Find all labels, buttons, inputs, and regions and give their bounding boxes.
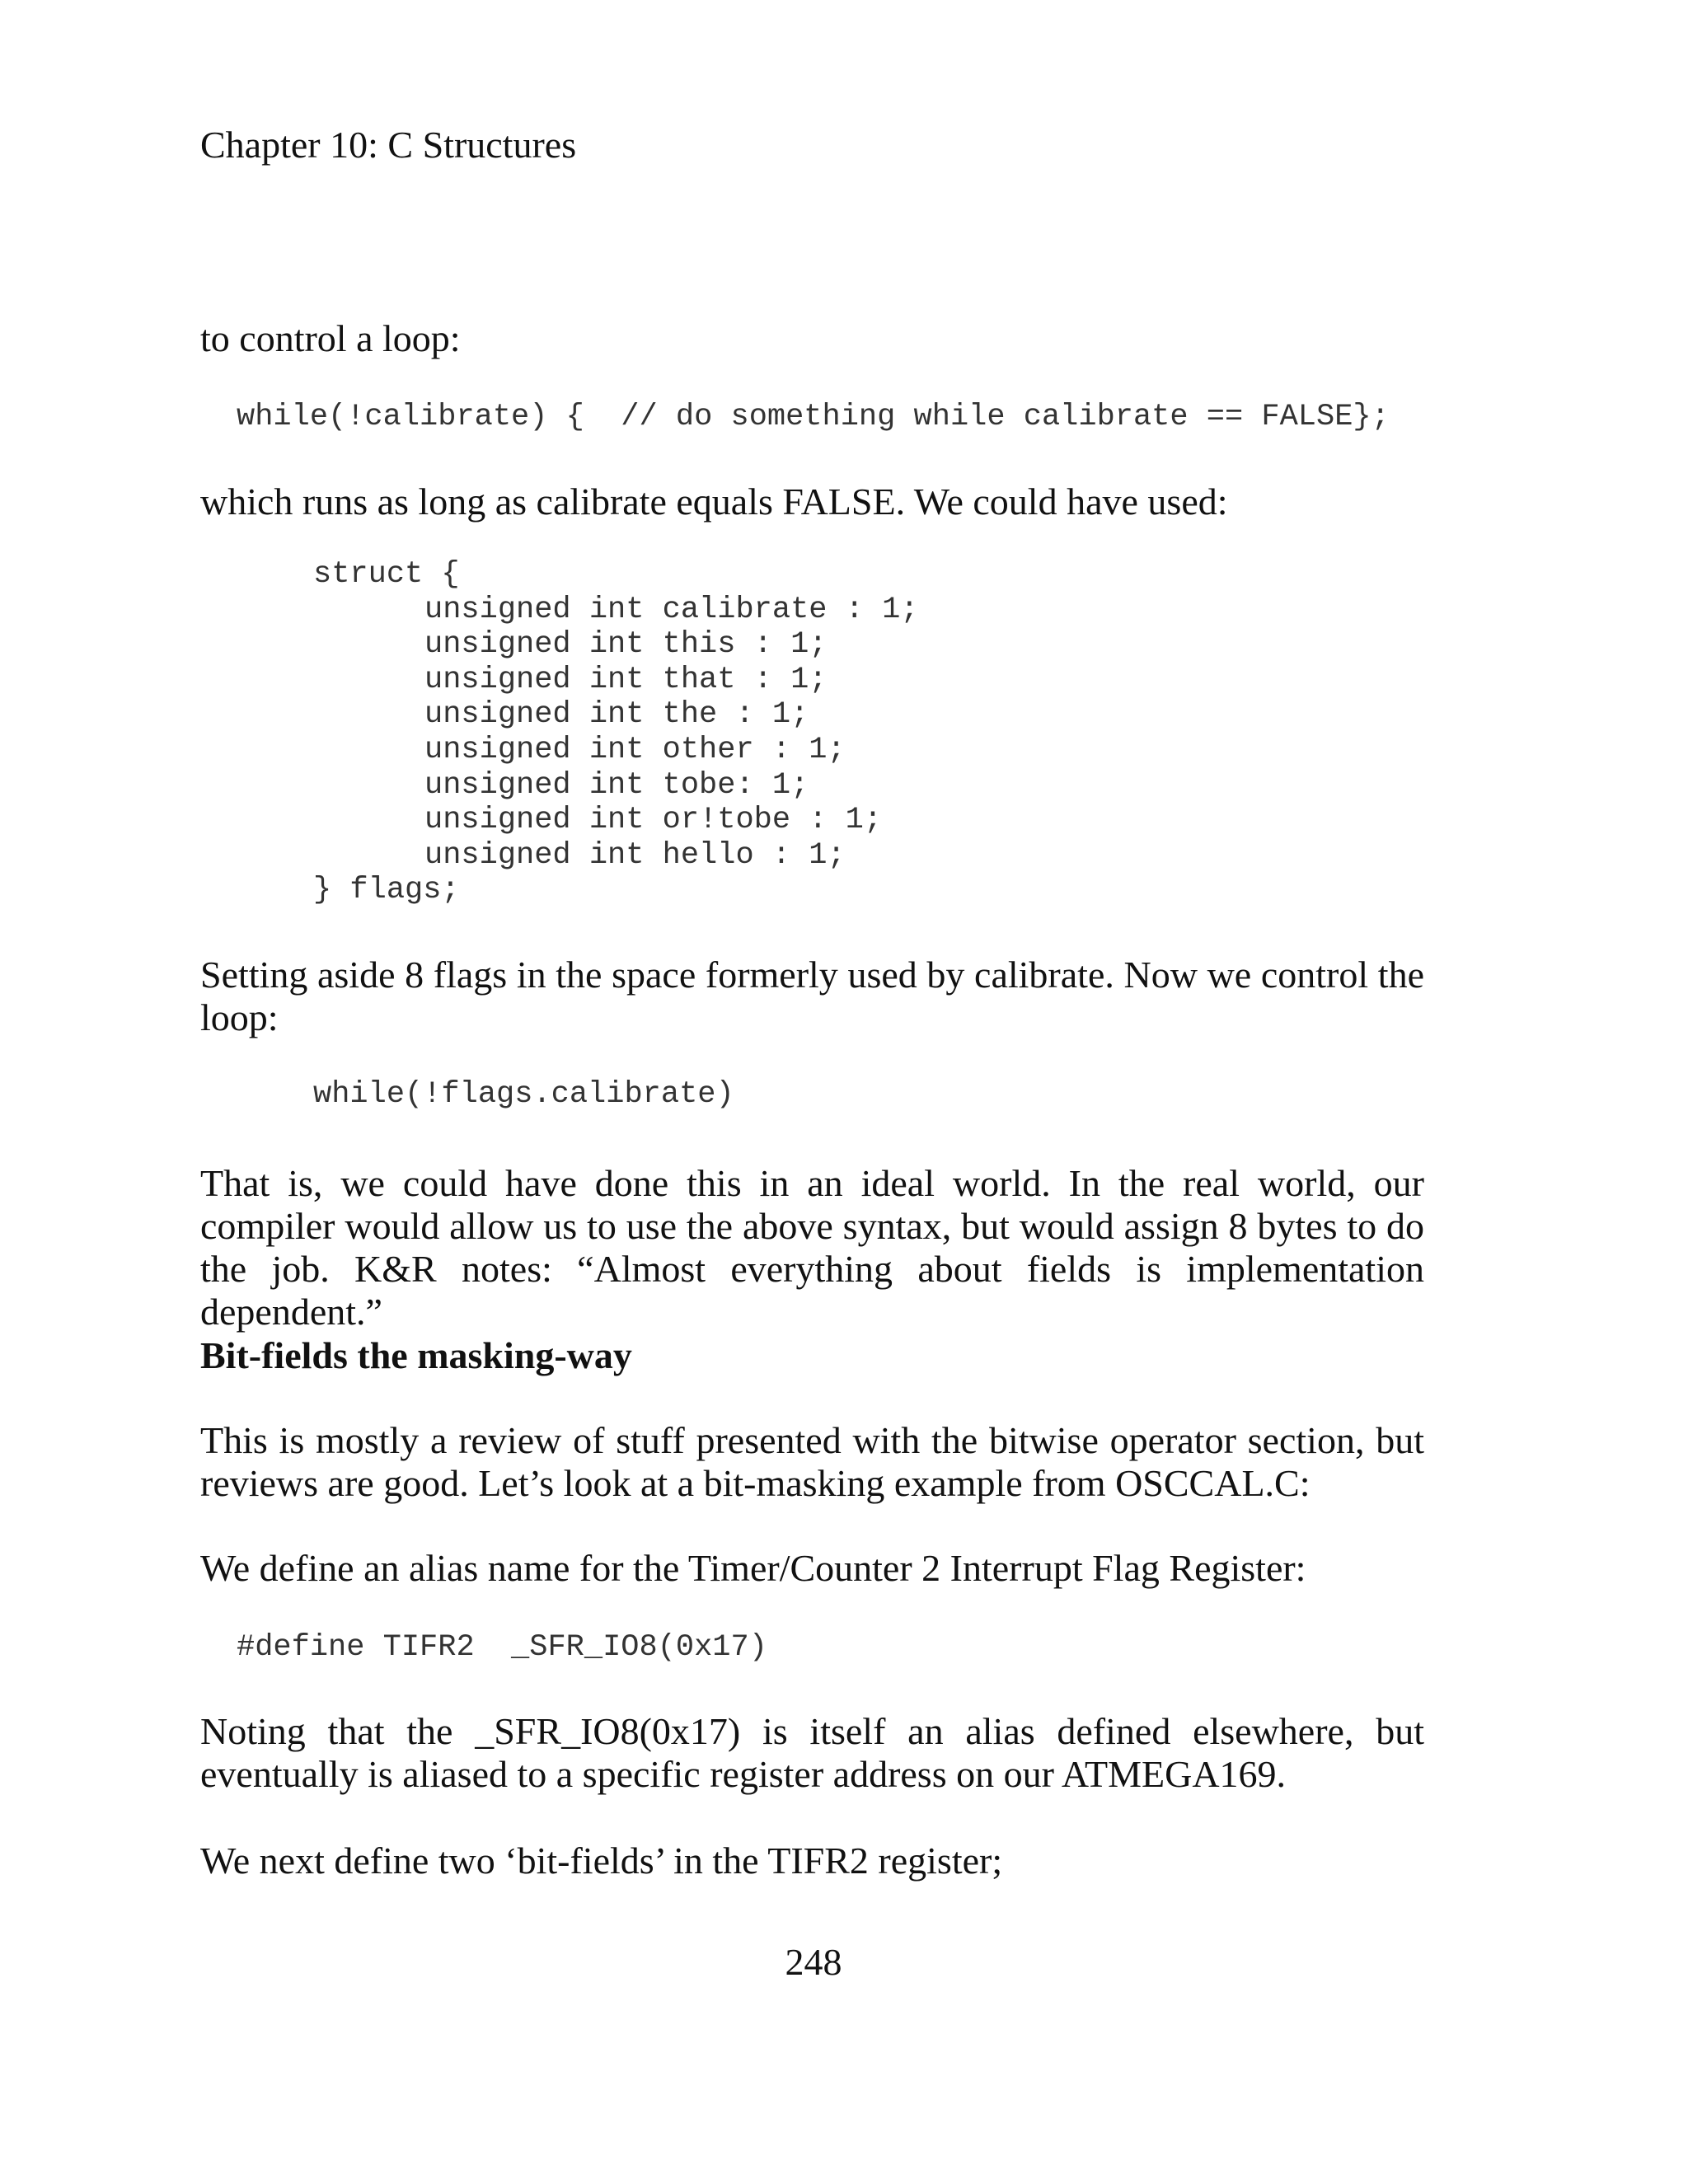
paragraph-next-define: We next define two ‘bit-fields’ in the TIFR2 register; bbox=[200, 1840, 1003, 1882]
code-line: unsigned int the : 1; bbox=[424, 697, 809, 733]
paragraph-runs-as-long: which runs as long as calibrate equals FALSE. We could have used: bbox=[200, 480, 1228, 523]
paragraph-review: This is mostly a review of stuff presented with the bitwise operator section, but reviews are good. Let’s look at a bit-masking example from OSCCAL.C: bbox=[200, 1419, 1424, 1504]
code-while-flags: while(!flags.calibrate) bbox=[313, 1077, 734, 1112]
code-line: unsigned int tobe: 1; bbox=[424, 767, 809, 803]
code-while-calibrate: while(!calibrate) { // do something while calibrate == FALSE}; bbox=[237, 400, 1390, 434]
code-line: unsigned int this : 1; bbox=[424, 627, 828, 663]
paragraph-noting: Noting that the _SFR_IO8(0x17) is itself an alias defined elsewhere, but eventually is aliased to a specific register address on our ATMEGA169. bbox=[200, 1710, 1424, 1795]
section-heading: Bit-fields the masking-way bbox=[200, 1334, 632, 1376]
chapter-header: Chapter 10: C Structures bbox=[200, 124, 577, 166]
code-line: unsigned int hello : 1; bbox=[424, 837, 846, 873]
page-number: 248 bbox=[785, 1941, 842, 1983]
paragraph-define-alias: We define an alias name for the Timer/Counter 2 Interrupt Flag Register: bbox=[200, 1547, 1306, 1589]
paragraph-control-loop: to control a loop: bbox=[200, 317, 461, 359]
code-line: } flags; bbox=[313, 873, 460, 908]
struct-code-block bbox=[313, 557, 919, 908]
code-line: unsigned int other : 1; bbox=[424, 732, 846, 767]
code-line: unsigned int that : 1; bbox=[424, 662, 828, 697]
paragraph-ideal-world: That is, we could have done this in an ideal world. In the real world, our compiler would allow us to use the above syntax, but would assign 8 bytes to do the job. K&R notes: “Almost everything about fields is implementation dependent.” bbox=[200, 1162, 1424, 1333]
paragraph-setting-aside: Setting aside 8 flags in the space formerly used by calibrate. Now we control the loop: bbox=[200, 954, 1424, 1038]
code-line: unsigned int or!tobe : 1; bbox=[424, 803, 883, 838]
code-line: struct { bbox=[313, 557, 460, 592]
code-define-tifr2: #define TIFR2 _SFR_IO8(0x17) bbox=[237, 1630, 767, 1665]
code-line: unsigned int calibrate : 1; bbox=[424, 592, 919, 627]
